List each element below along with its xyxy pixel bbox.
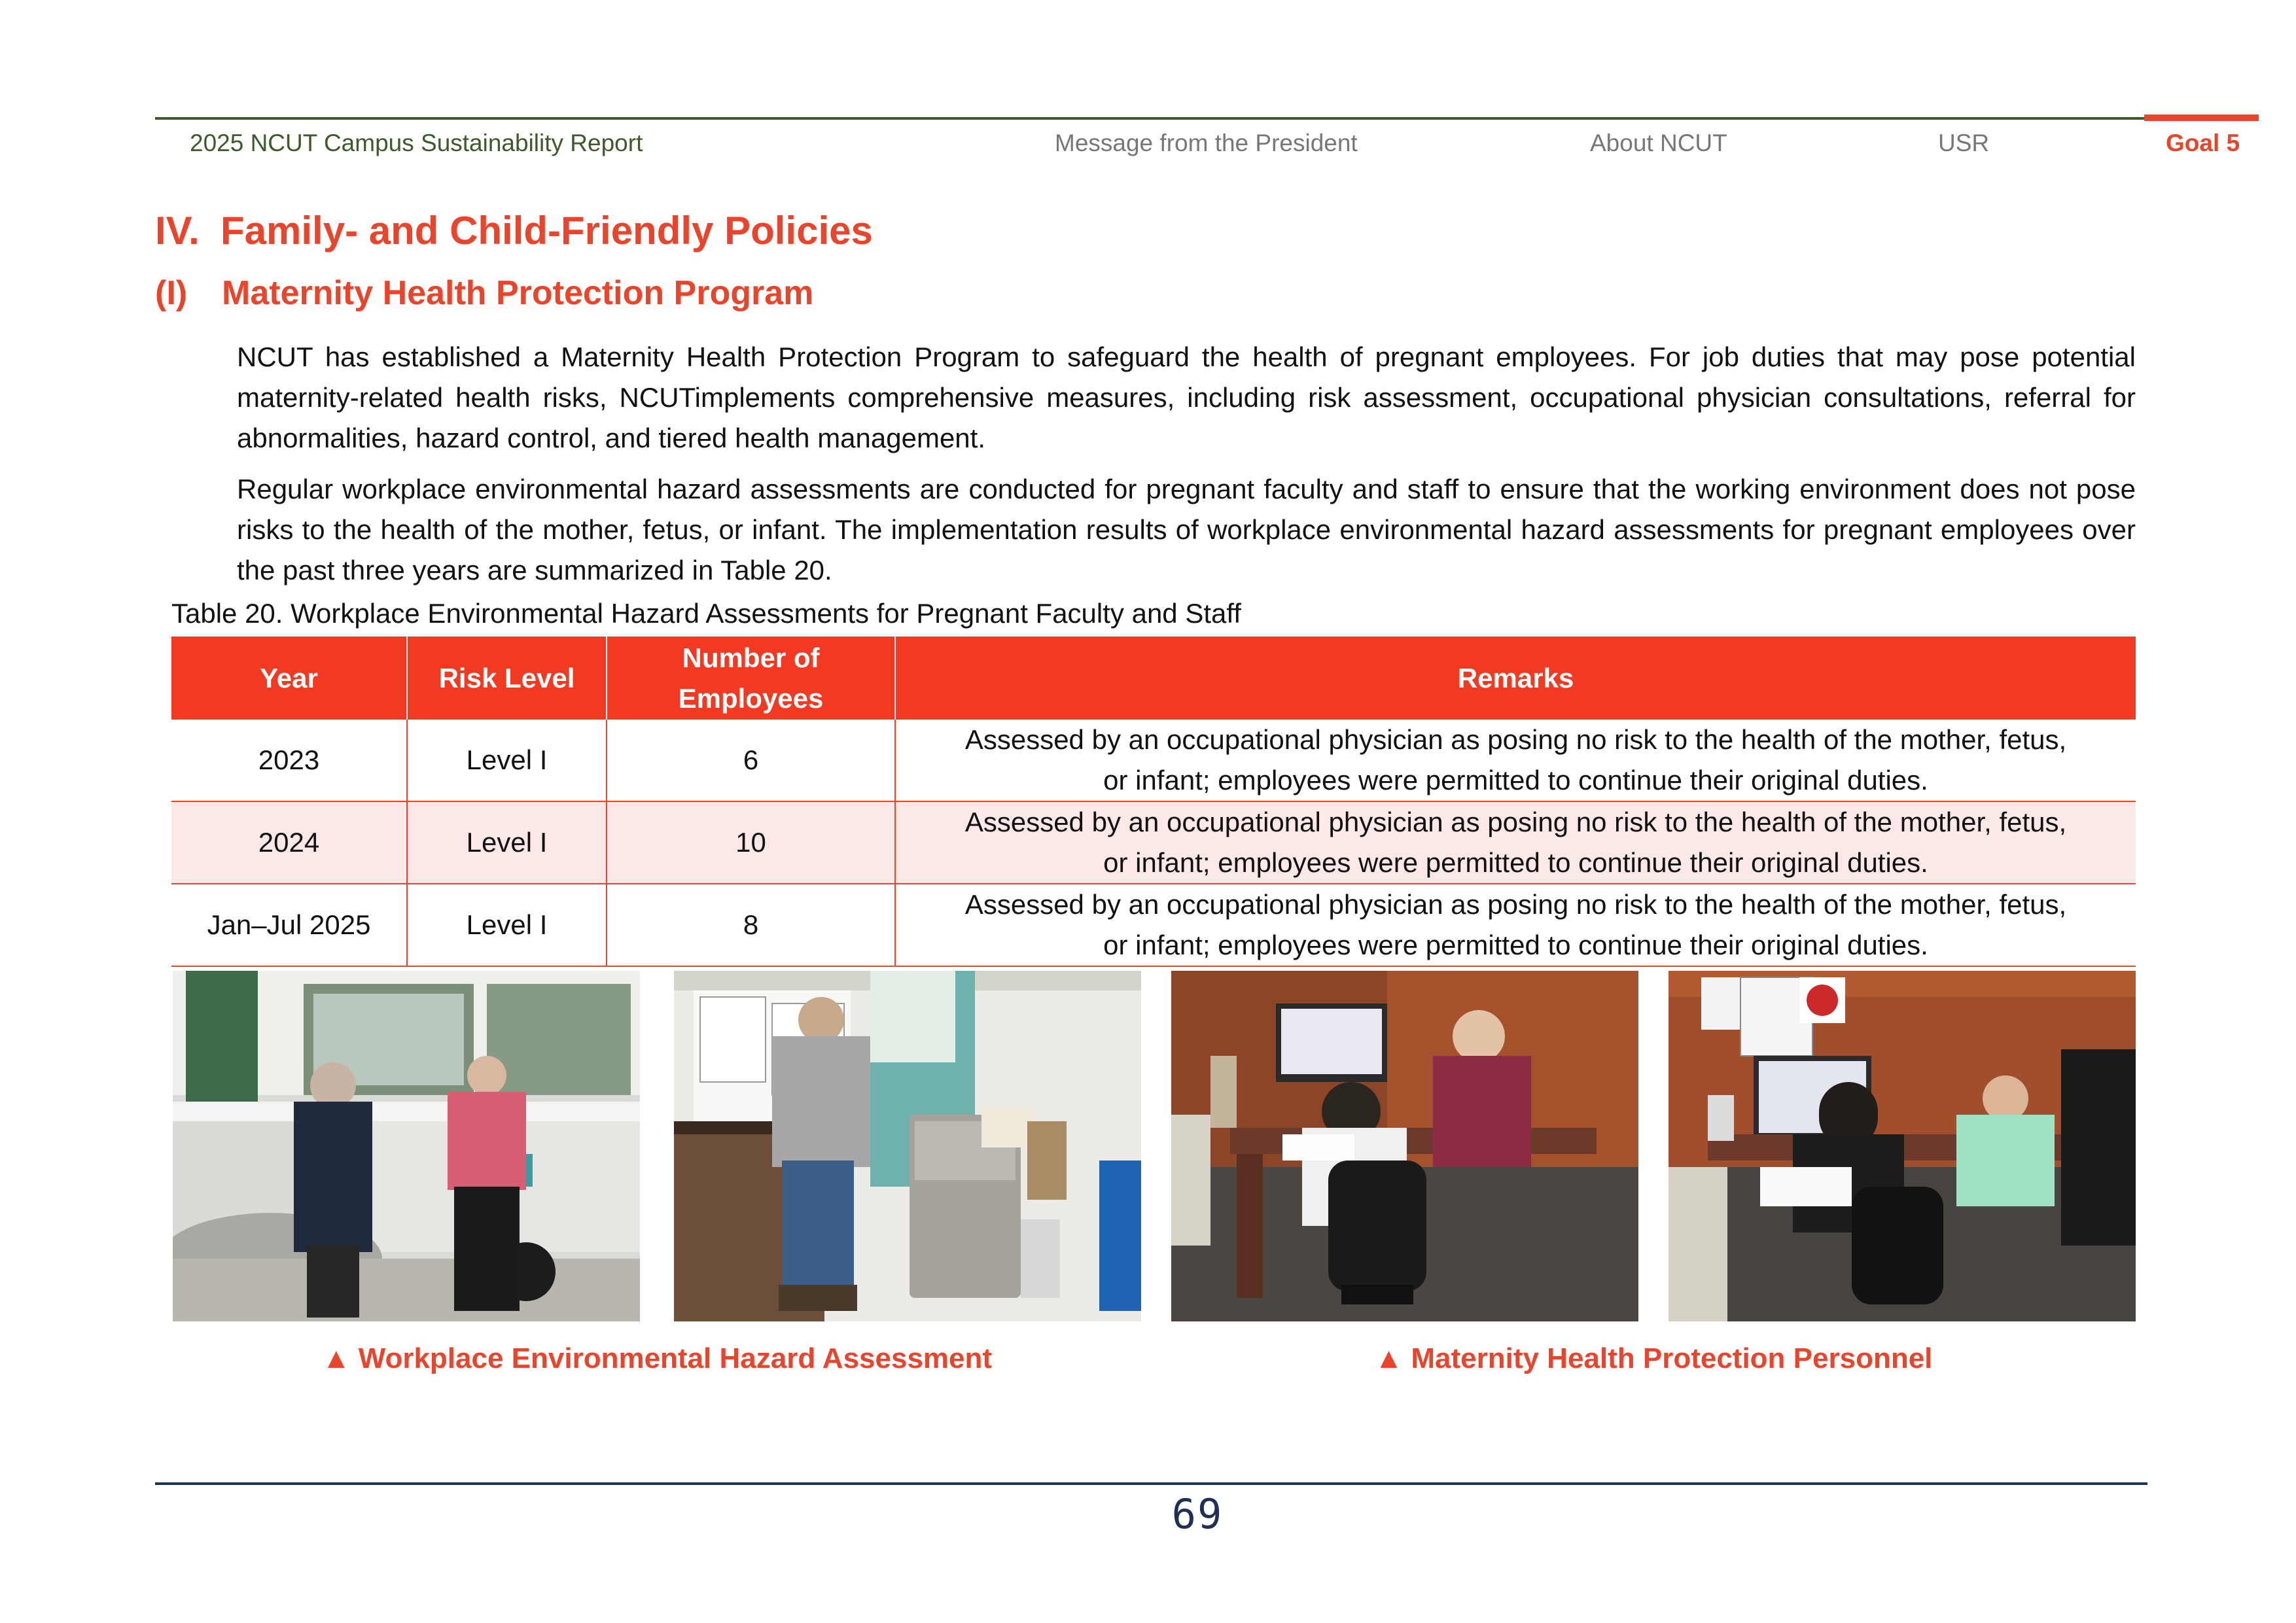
cell-employees: 10: [607, 801, 895, 884]
cell-year: 2023: [171, 720, 407, 801]
cell-employees: 8: [607, 884, 895, 966]
cell-remarks: [895, 884, 2136, 966]
col-header-employees-line1: Number of: [682, 642, 820, 673]
nav-link-goal-5[interactable]: Goal 5: [2166, 130, 2240, 156]
subsection-number: (I): [155, 274, 188, 312]
photo-personnel-consultation-2: [1669, 971, 2136, 1321]
cell-employees: 6: [607, 720, 895, 801]
cell-remarks: [895, 720, 2136, 801]
photo-caption-hazard-assessment: ▲ Workplace Environmental Hazard Assessment: [321, 1342, 993, 1374]
table-row: [171, 720, 2136, 801]
page-number: 69: [1171, 1490, 1224, 1538]
remarks-line2: or infant; employees were permitted to continue their original duties.: [1103, 765, 1928, 795]
nav-link-about[interactable]: About NCUT: [1590, 130, 1727, 156]
section-title: Family- and Child-Friendly Policies: [221, 209, 873, 253]
remarks-line2: or infant; employees were permitted to continue their original duties.: [1103, 930, 1928, 960]
table-header-row: [171, 637, 2136, 720]
col-header-employees-line2: Employees: [678, 682, 824, 714]
table-caption: Table 20. Workplace Environmental Hazard Assessments for Pregnant Faculty and Staff: [171, 598, 1241, 629]
photo-personnel-consultation-1: [1171, 971, 1638, 1321]
remarks-line1: Assessed by an occupational physician as posing no risk to the health of the mother, fetus,: [964, 889, 2067, 920]
table-row: [171, 801, 2136, 884]
photo-hazard-assessment-pantry: [674, 971, 1141, 1321]
col-header-employees: [607, 637, 895, 720]
col-header-remarks: Remarks: [895, 637, 2136, 720]
remarks-line2: or infant; employees were permitted to continue their original duties.: [1103, 847, 1928, 878]
goal-tab-accent: [2144, 114, 2259, 121]
remarks-line1: Assessed by an occupational physician as posing no risk to the health of the mother, fetus,: [964, 807, 2067, 837]
table-row: [171, 884, 2136, 966]
body-paragraph-2: Regular workplace environmental hazard assessments are conducted for pregnant faculty and staff to ensure that the working environment does not pose risks to the health of the mother, fetus, or infant. The implementation results of workplace environmental hazard assessments for pregnant employees over the past three years are summarized in Table 20.: [237, 474, 2136, 585]
header-rule: [155, 117, 2144, 120]
section-heading: [155, 208, 873, 253]
cell-risk-level: Level I: [407, 884, 607, 966]
cell-year: 2024: [171, 801, 407, 884]
report-title: 2025 NCUT Campus Sustainability Report: [190, 130, 643, 156]
photo-hazard-assessment-office: [173, 971, 640, 1321]
col-header-year: Year: [171, 637, 407, 720]
section-number: IV.: [155, 209, 200, 253]
photo-caption-personnel: ▲ Maternity Health Protection Personnel: [1374, 1342, 1933, 1374]
cell-remarks: [895, 801, 2136, 884]
subsection-title: Maternity Health Protection Program: [222, 274, 814, 312]
subsection-heading: [155, 273, 813, 313]
footer-rule: [155, 1482, 2147, 1485]
col-header-risk-level: Risk Level: [407, 637, 607, 720]
hazard-assessment-table: [171, 637, 2136, 967]
nav-link-usr[interactable]: USR: [1938, 130, 1990, 156]
remarks-line1: Assessed by an occupational physician as posing no risk to the health of the mother, fetus,: [964, 724, 2067, 755]
cell-year: Jan–Jul 2025: [171, 884, 407, 966]
nav-link-president[interactable]: Message from the President: [1055, 130, 1358, 156]
body-paragraph-1: NCUT has established a Maternity Health Protection Program to safeguard the health of pregnant employees. For job duties that may pose potential maternity-related health risks, NCUTimplements comprehensive measures, including risk assessment, occupational physician consultations, referral for abnormalities, hazard control, and tiered health management.: [237, 341, 2136, 453]
cell-risk-level: Level I: [407, 801, 607, 884]
cell-risk-level: Level I: [407, 720, 607, 801]
